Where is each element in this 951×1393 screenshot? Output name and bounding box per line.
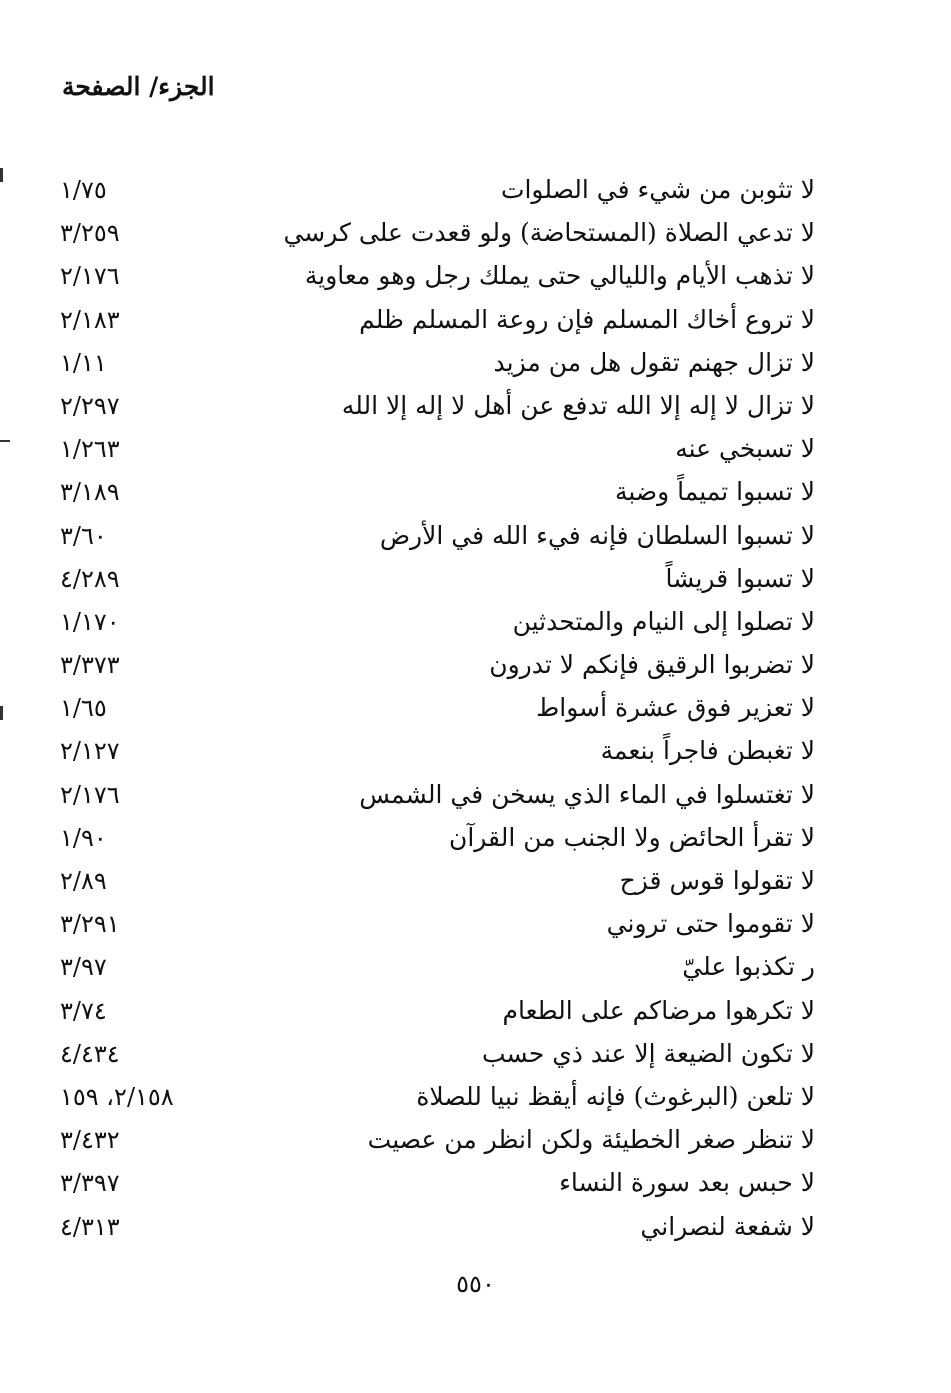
entry-text: لا تصلوا إلى النيام والمتحدثين — [512, 606, 815, 636]
entry-reference: ١/٢٦٣ — [60, 435, 120, 464]
index-entry — [0, 256, 951, 299]
index-entry — [0, 1207, 951, 1250]
index-entry — [0, 213, 951, 256]
entry-reference: ٣/٧٤ — [60, 996, 107, 1025]
index-entry — [0, 559, 951, 602]
index-entry — [0, 1034, 951, 1077]
header-page-label: الصفحة — [62, 72, 141, 101]
entry-reference: ٣/٣٧٣ — [60, 651, 120, 680]
entry-reference: ١/٩٠ — [60, 823, 107, 852]
index-entry — [0, 170, 951, 213]
entry-text: لا تغتسلوا في الماء الذي يسخن في الشمس — [359, 779, 815, 809]
entry-text: لا تقرأ الحائض ولا الجنب من القرآن — [448, 822, 815, 852]
index-entry — [0, 516, 951, 559]
entry-reference: ٢/١٧٦ — [60, 262, 120, 291]
entry-text: لا تروع أخاك المسلم فإن روعة المسلم ظلم — [359, 304, 815, 334]
index-entry — [0, 775, 951, 818]
entry-text: لا تغبطن فاجراً بنعمة — [600, 736, 815, 766]
index-entry — [0, 429, 951, 472]
index-entry — [0, 300, 951, 343]
entry-text: لا تذهب الأيام والليالي حتى يملك رجل وهو معاوية — [304, 261, 815, 291]
entry-reference: ١/٧٥ — [60, 176, 107, 204]
index-entry — [0, 343, 951, 386]
index-entry — [0, 731, 951, 774]
entry-reference: ٣/٢٩١ — [60, 910, 120, 939]
entry-reference: ٣/٣٩٧ — [60, 1169, 120, 1198]
scan-edge-mark — [0, 168, 3, 182]
entry-reference: ١/١٧٠ — [60, 607, 120, 636]
entry-text: لا شفعة لنصراني — [640, 1211, 815, 1241]
entry-text: لا تكون الضيعة إلا عند ذي حسب — [481, 1038, 815, 1068]
entry-text: لا تنظر صغر الخطيئة ولكن انظر من عصيت — [367, 1125, 815, 1155]
entry-reference: ٢/١٥٨، ١٥٩ — [60, 1082, 174, 1111]
entry-reference: ٣/١٨٩ — [60, 478, 120, 507]
entry-text: لا حبس بعد سورة النساء — [559, 1168, 815, 1198]
entry-reference: ٢/١٨٣ — [60, 305, 120, 334]
hadith-index-list — [0, 170, 951, 1250]
entry-text: لا تسبوا السلطان فإنه فيء الله في الأرض — [379, 520, 815, 550]
index-entry — [0, 645, 951, 688]
entry-reference: ٢/١٢٧ — [60, 737, 120, 766]
scan-edge-mark — [0, 706, 3, 720]
entry-reference: ٢/٢٩٧ — [60, 391, 120, 420]
index-entry — [0, 688, 951, 731]
entry-reference: ٤/٣١٣ — [60, 1212, 120, 1241]
entry-reference: ٣/٢٥٩ — [60, 219, 120, 248]
page-number: ٥٥٠ — [456, 1270, 495, 1298]
index-entry — [0, 386, 951, 429]
entry-text: لا تسبوا قريشاً — [665, 563, 815, 593]
index-entry — [0, 947, 951, 990]
index-entry — [0, 1120, 951, 1163]
entry-reference: ١/١١ — [60, 348, 107, 377]
entry-text: لا تدعي الصلاة (المستحاضة) ولو قعدت على كرسي — [283, 218, 815, 248]
entry-reference: ٣/٩٧ — [60, 953, 107, 982]
entry-text: لا تقوموا حتى تروني — [606, 909, 815, 939]
index-entry — [0, 861, 951, 904]
entry-text: لا تلعن (البرغوث) فإنه أيقظ نبيا للصلاة — [416, 1081, 815, 1111]
index-entry — [0, 602, 951, 645]
entry-reference: ٤/٤٣٤ — [60, 1039, 120, 1068]
column-header — [62, 72, 222, 101]
entry-text: ر تكذبوا عليّ — [682, 952, 815, 982]
entry-text: لا تضربوا الرقيق فإنكم لا تدرون — [489, 650, 815, 680]
entry-text: لا تثوبن من شيء في الصلوات — [500, 175, 815, 204]
entry-reference: ٤/٢٨٩ — [60, 564, 120, 593]
entry-text: لا تسبوا تميماً وضبة — [614, 477, 815, 507]
entry-reference: ٣/٤٣٢ — [60, 1126, 120, 1155]
index-entry — [0, 1163, 951, 1206]
entry-text: لا تسبخي عنه — [675, 434, 815, 464]
index-entry — [0, 472, 951, 515]
index-entry — [0, 818, 951, 861]
entry-reference: ٢/٨٩ — [60, 867, 107, 895]
entry-text: لا تزال لا إله إلا الله تدفع عن أهل لا إله إلا الله — [341, 390, 815, 420]
entry-text: لا تقولوا قوس قزح — [619, 866, 815, 895]
entry-reference: ١/٦٥ — [60, 694, 107, 723]
entry-text: لا تزال جهنم تقول هل من مزيد — [493, 347, 815, 377]
entry-text: لا تكرهوا مرضاكم على الطعام — [502, 995, 815, 1025]
index-entry — [0, 1077, 951, 1120]
scan-edge-mark — [0, 440, 10, 442]
index-entry — [0, 991, 951, 1034]
header-part-label: الجزء/ — [149, 72, 215, 101]
entry-text: لا تعزير فوق عشرة أسواط — [536, 693, 815, 723]
entry-reference: ٢/١٧٦ — [60, 780, 120, 809]
index-entry — [0, 904, 951, 947]
entry-reference: ٣/٦٠ — [60, 521, 107, 550]
